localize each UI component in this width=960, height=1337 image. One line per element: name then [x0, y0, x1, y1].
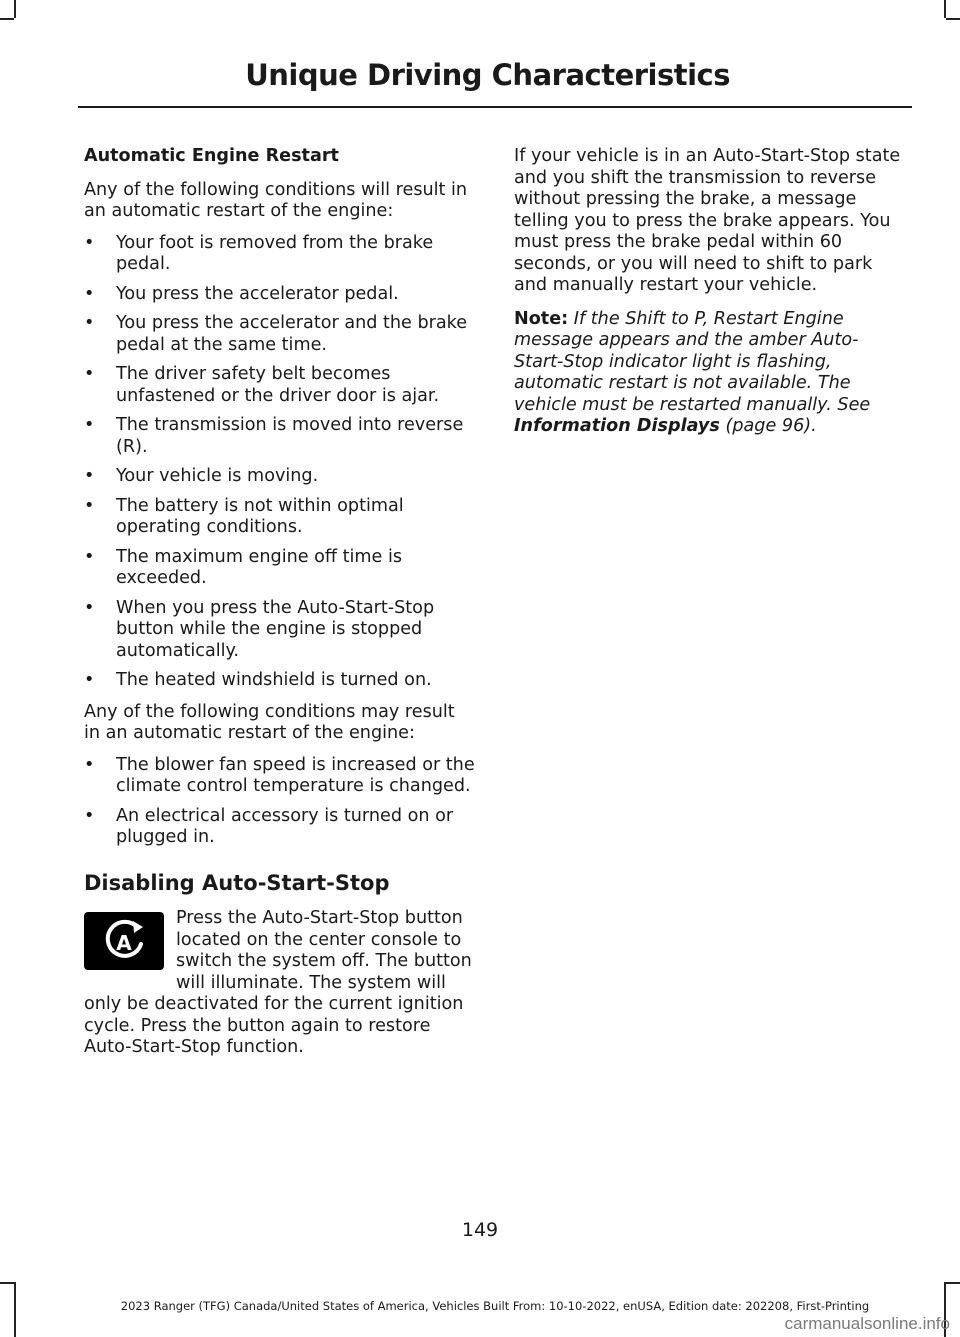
page-number: 149	[461, 1219, 499, 1241]
list-item: • An electrical accessory is turned on or plugged in.	[84, 806, 476, 849]
disable-block	[84, 908, 476, 1059]
footer-edition: 2023 Ranger (TFG) Canada/United States of America, Vehicles Built From: 10-10-2022, enUSA, Edition date: 202208, First-Printing	[120, 1299, 870, 1313]
header-divider	[78, 106, 912, 108]
intro-will: Any of the following conditions will result in an automatic restart of the engine:	[84, 179, 468, 221]
crop-mark	[0, 1282, 14, 1284]
note-block	[514, 309, 906, 438]
information-displays-link[interactable]: Information Displays	[514, 416, 720, 436]
list-item: • You press the accelerator and the brake pedal at the same time.	[84, 313, 476, 356]
intro-may: Any of the following conditions may result in an automatic restart of the engine:	[84, 701, 455, 743]
note-text: If the Shift to P, Restart Engine message appears and the amber Auto-Start-Stop indicator light is flashing, automatic restart is not available. The vehicle must be restarted manually. See	[514, 308, 871, 415]
list-item: • The transmission is moved into reverse (R).	[84, 415, 476, 458]
svg-text:A: A	[116, 931, 132, 955]
list-item: • When you press the Auto-Start-Stop button while the engine is stopped automatically.	[84, 598, 476, 663]
watermark: carmanualsonline.info	[784, 1314, 950, 1333]
list-item: • The heated windshield is turned on.	[84, 670, 476, 692]
list-item: • Your vehicle is moving.	[84, 466, 476, 488]
note-label: Note:	[514, 308, 569, 329]
list-item: • Your foot is removed from the brake pedal.	[84, 233, 476, 276]
auto-start-stop-icon	[84, 912, 164, 970]
crop-mark	[14, 0, 16, 18]
crop-mark	[946, 18, 960, 20]
list-item: • You press the accelerator pedal.	[84, 284, 476, 306]
crop-mark	[946, 1282, 960, 1284]
right-column	[514, 146, 906, 448]
list-item: • The battery is not within optimal operating conditions.	[84, 496, 476, 539]
list-item: • The maximum engine off time is exceeded.	[84, 547, 476, 590]
disable-text: Press the Auto-Start-Stop button located on the center console to switch the system off. The button will illuminate. The system will only be deactivated for the current ignition cycle. Press the button again to restore Auto-Start-Stop function.	[84, 908, 472, 1057]
left-column	[84, 146, 476, 1059]
page-title: Unique Driving Characteristics	[245, 58, 730, 92]
crop-mark	[0, 18, 14, 20]
crop-mark	[944, 0, 946, 18]
will-list	[84, 233, 476, 692]
section-heading-restart: Automatic Engine Restart	[84, 146, 339, 166]
note-page-ref: (page 96).	[725, 416, 817, 436]
reverse-paragraph: If your vehicle is in an Auto-Start-Stop state and you shift the transmission to reverse without pressing the brake, a message telling you to press the brake appears. You must press the brake pedal within 60 seconds, or you will need to shift to park and manually restart your vehicle.	[514, 146, 901, 295]
may-list	[84, 755, 476, 849]
list-item: • The driver safety belt becomes unfastened or the driver door is ajar.	[84, 364, 476, 407]
section-heading-disabling: Disabling Auto-Start-Stop	[84, 870, 390, 895]
list-item: • The blower fan speed is increased or the climate control temperature is changed.	[84, 755, 476, 798]
